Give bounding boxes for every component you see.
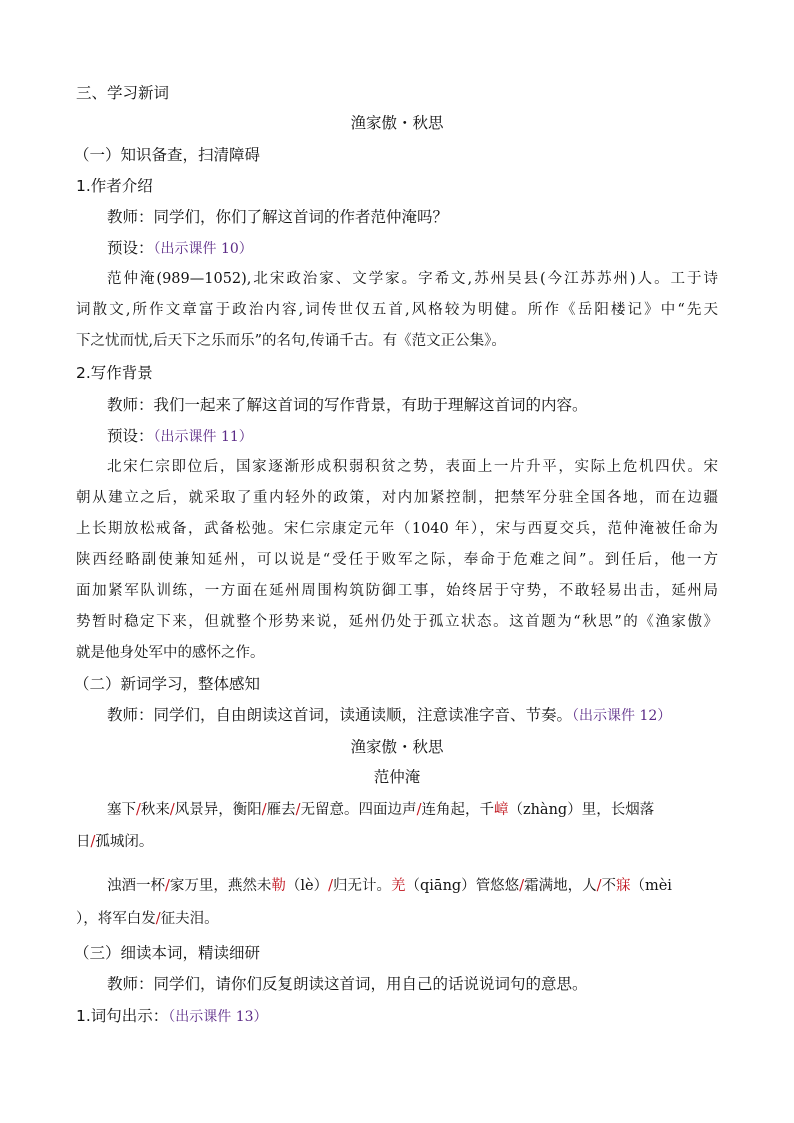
background-para-line-3: 上长期放松戒备，武备松弛。宋仁宗康定元年（1040 年），宋与西夏交兵，范仲淹被任命为 (76, 521, 718, 537)
poem-segment: 管悠悠 (475, 878, 520, 894)
teacher-statement-2: 教师：我们一起来了解这首词的写作背景，有助于理解这首词的内容。 (107, 396, 588, 414)
pronunciation-char-mei: 寐 (615, 878, 631, 894)
item-author-intro: 1.作者介绍 (76, 177, 153, 195)
poem-line-4 (76, 908, 219, 930)
item-label-3: 1.词句出示： (76, 1007, 169, 1025)
poem-segment: 风景异，衡阳 (174, 802, 262, 818)
rhythm-slash: / (295, 802, 301, 818)
rhythm-slash: / (416, 802, 422, 818)
background-para-line-4: 陕西经略副使兼知延州，可以说是“受任于败军之际，奉命于危难之间”。到任后，他一方 (76, 552, 718, 568)
item-writing-background: 2.写作背景 (76, 364, 153, 382)
poem-segment: 无留意。四面边声 (300, 802, 417, 818)
poem-segment: 不 (601, 878, 616, 894)
poem-segment: ），将军白发 (76, 911, 156, 927)
poem-line-2 (76, 831, 153, 853)
poem-title: 渔家傲・秋思 (350, 738, 444, 756)
teacher-statement-4: 教师：同学们，请你们反复朗读这首词，用自己的话说说词句的意思。 (107, 975, 588, 993)
rhythm-slash: / (596, 878, 602, 894)
courseware-ref-11: （出示课件 11） (153, 429, 253, 445)
poem-segment: 雁去 (266, 802, 296, 818)
preset-label: 预设： (107, 427, 154, 445)
pinyin-mei: （mèi (630, 878, 672, 894)
poem-segment: 塞下 (107, 802, 136, 818)
pinyin-le: （lè） (285, 878, 329, 894)
poem-segment: 秋来 (140, 802, 170, 818)
background-para-line-6: 势暂时稳定下来，但就整个形势来说，延州仍处于孤立状态。这首题为“秋思”的《渔家傲》 (76, 614, 718, 630)
courseware-ref-12: （出示课件 12） (572, 708, 672, 724)
poem-segment: 家万里，燕然未 (169, 878, 272, 894)
courseware-ref-13: （出示课件 13） (168, 1009, 268, 1025)
poem-segment: 归无计。 (333, 878, 391, 894)
pronunciation-char-zhang: 嶂 (493, 802, 509, 818)
preset-label: 预设： (107, 239, 154, 257)
poem-segment: 里，长烟落 (581, 802, 655, 818)
teacher-statement-3 (107, 704, 671, 727)
author-para-line-2: 词散文,所作文章富于政治内容,词传世仅五首,风格较为明健。所作《岳阳楼记》中“先天 (76, 302, 718, 318)
section-heading: 三、学习新词 (76, 84, 170, 102)
preset-line-1 (107, 237, 253, 260)
rhythm-slash: / (261, 802, 267, 818)
subsection-heading-2: （二）新词学习，整体感知 (74, 675, 261, 693)
lesson-title: 渔家傲・秋思 (350, 114, 444, 132)
pinyin-zhang: （zhàng） (508, 802, 582, 818)
pinyin-qiang: （qiāng） (405, 878, 476, 894)
poem-segment: 征夫泪。 (160, 911, 219, 927)
poem-author: 范仲淹 (373, 768, 421, 786)
pronunciation-char-le: 勒 (271, 878, 286, 894)
background-para-line-2: 朝从建立之后，就采取了重内轻外的政策，对内加紧控制，把禁军分驻全国各地，而在边疆 (76, 490, 718, 506)
poem-line-1 (107, 799, 654, 821)
item-phrase-display (76, 1005, 268, 1028)
courseware-ref-10: （出示课件 10） (153, 241, 253, 257)
preset-line-2 (107, 425, 253, 448)
rhythm-slash: / (136, 802, 141, 818)
rhythm-slash: / (155, 911, 161, 927)
pronunciation-char-qiang: 羌 (391, 878, 406, 894)
poem-segment: 连角起，千 (421, 802, 494, 818)
subsection-heading-1: （一）知识备查，扫清障碍 (74, 146, 261, 164)
background-para-line-5: 面加紧军队训练，一方面在延州周围构筑防御工事，始终居于守势，不敢轻易出击，延州局 (76, 583, 718, 599)
poem-segment: 霜满地，人 (524, 878, 597, 894)
background-para-line-7: 就是他身处军中的感怀之作。 (76, 645, 265, 661)
poem-segment: 浊酒一杯 (107, 878, 165, 894)
teacher-question-1: 教师：同学们，你们了解这首词的作者范仲淹吗？ (107, 208, 449, 226)
author-para-line-1: 范仲淹(989—1052),北宋政治家、文学家。字希文,苏州吴县(今江苏苏州)人。工于诗 (107, 271, 718, 287)
poem-line-3 (107, 875, 672, 897)
poem-segment: 孤城闭。 (95, 834, 154, 850)
subsection-heading-3: （三）细读本词，精读细研 (74, 944, 261, 962)
author-para-line-3: 下之忧而忧,后天下之乐而乐”的名句,传诵千古。有《范文正公集》。 (76, 333, 506, 349)
rhythm-slash: / (90, 834, 96, 850)
poem-segment: 日 (76, 834, 91, 850)
rhythm-slash: / (519, 878, 525, 894)
rhythm-slash: / (169, 802, 175, 818)
background-para-line-1: 北宋仁宗即位后，国家逐渐形成积弱积贫之势，表面上一片升平，实际上危机四伏。宋 (107, 459, 718, 475)
rhythm-slash: / (165, 878, 170, 894)
rhythm-slash: / (328, 878, 333, 894)
teacher-text-3: 教师：同学们，自由朗读这首词，读通读顺，注意读准字音、节奏。 (107, 706, 573, 724)
